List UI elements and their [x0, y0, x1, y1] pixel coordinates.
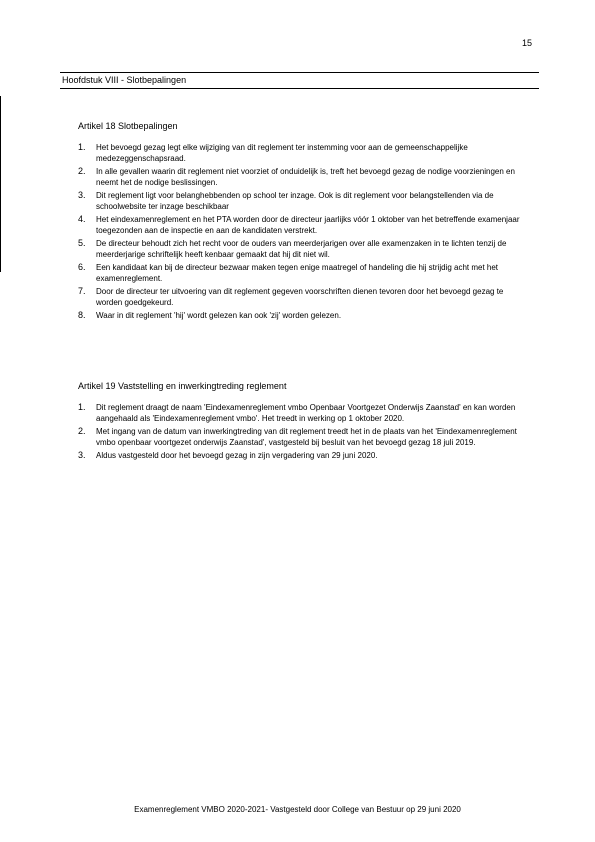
- item-text: Het bevoegd gezag legt elke wijziging van dit reglement ter instemming voor aan de gemeenschappelijke medezeggenschapsraad.: [96, 143, 468, 163]
- chapter-title: Hoofdstuk VIII - Slotbepalingen: [62, 75, 187, 85]
- list-item: [78, 402, 528, 424]
- item-text: Het eindexamenreglement en het PTA worden door de directeur jaarlijks vóór 1 oktober van het betreffende examenjaar toegezonden aan de inspectie en aan de kandidaten verstrekt.: [96, 215, 520, 235]
- item-number: 6.: [78, 262, 86, 272]
- change-bar: [0, 96, 1, 272]
- list-item: [78, 310, 528, 321]
- item-text: De directeur behoudt zich het recht voor de ouders van meerderjarigen over alle examenzaken in te lichten tenzij de meerderjarige schriftelijk heeft kenbaar gemaakt dat hij dit niet wil.: [96, 239, 507, 259]
- item-text: In alle gevallen waarin dit reglement niet voorziet of onduidelijk is, treft het bevoegd gezag de nodige voorzieningen en neemt het de nodige beslissingen.: [96, 167, 515, 187]
- item-text: Door de directeur ter uitvoering van dit reglement gegeven voorschriften dienen tevoren door het bevoegd gezag te worden goedgekeurd.: [96, 287, 504, 307]
- list-item: [78, 426, 528, 448]
- list-item: [78, 238, 528, 260]
- item-text: Aldus vastgesteld door het bevoegd gezag in zijn vergadering van 29 juni 2020.: [96, 451, 378, 460]
- item-number: 1.: [78, 402, 86, 412]
- item-text: Dit reglement draagt de naam 'Eindexamenreglement vmbo Openbaar Voortgezet Onderwijs Zaanstad' en kan worden aangehaald als 'Eindexamenreglement vmbo'. Het treedt in werking op 1 oktober 2020.: [96, 403, 516, 423]
- list-item: [78, 262, 528, 284]
- article-19: [78, 380, 528, 463]
- article-title: Artikel 19 Vaststelling en inwerkingtreding reglement: [78, 381, 287, 391]
- page-footer: Examenreglement VMBO 2020-2021- Vastgesteld door College van Bestuur op 29 juni 2020: [134, 805, 461, 814]
- list-item: [78, 166, 528, 188]
- list-item: [78, 450, 528, 461]
- header-rule-bottom: [60, 88, 539, 89]
- list-item: [78, 214, 528, 236]
- list-item: [78, 286, 528, 308]
- article-items: [78, 142, 528, 321]
- item-text: Dit reglement ligt voor belanghebbenden op school ter inzage. Ook is dit reglement voor belangstellenden via de schoolwebsite ter inzage beschikbaar: [96, 191, 494, 211]
- list-item: [78, 190, 528, 212]
- item-text: Een kandidaat kan bij de directeur bezwaar maken tegen enige maatregel of handeling die hij strijdig acht met het examenreglement.: [96, 263, 499, 283]
- article-items: [78, 402, 528, 461]
- article-18: [78, 120, 528, 323]
- item-number: 3.: [78, 450, 86, 460]
- item-text: Waar in dit reglement 'hij' wordt gelezen kan ook 'zij' worden gelezen.: [96, 311, 342, 320]
- header-rule-top: [60, 72, 539, 73]
- item-number: 2.: [78, 166, 86, 176]
- article-title: Artikel 18 Slotbepalingen: [78, 121, 178, 131]
- item-text: Met ingang van de datum van inwerkingtreding van dit reglement treedt het in de plaats van het 'Eindexamenreglement vmbo openbaar voortgezet onderwijs Zaanstad', vastgesteld bij besluit van het bevoegd gezag 18 juli 2019.: [96, 427, 517, 447]
- list-item: [78, 142, 528, 164]
- item-number: 3.: [78, 190, 86, 200]
- item-number: 8.: [78, 310, 86, 320]
- item-number: 4.: [78, 214, 86, 224]
- item-number: 5.: [78, 238, 86, 248]
- item-number: 1.: [78, 142, 86, 152]
- item-number: 2.: [78, 426, 86, 436]
- item-number: 7.: [78, 286, 86, 296]
- page-number: 15: [521, 38, 532, 48]
